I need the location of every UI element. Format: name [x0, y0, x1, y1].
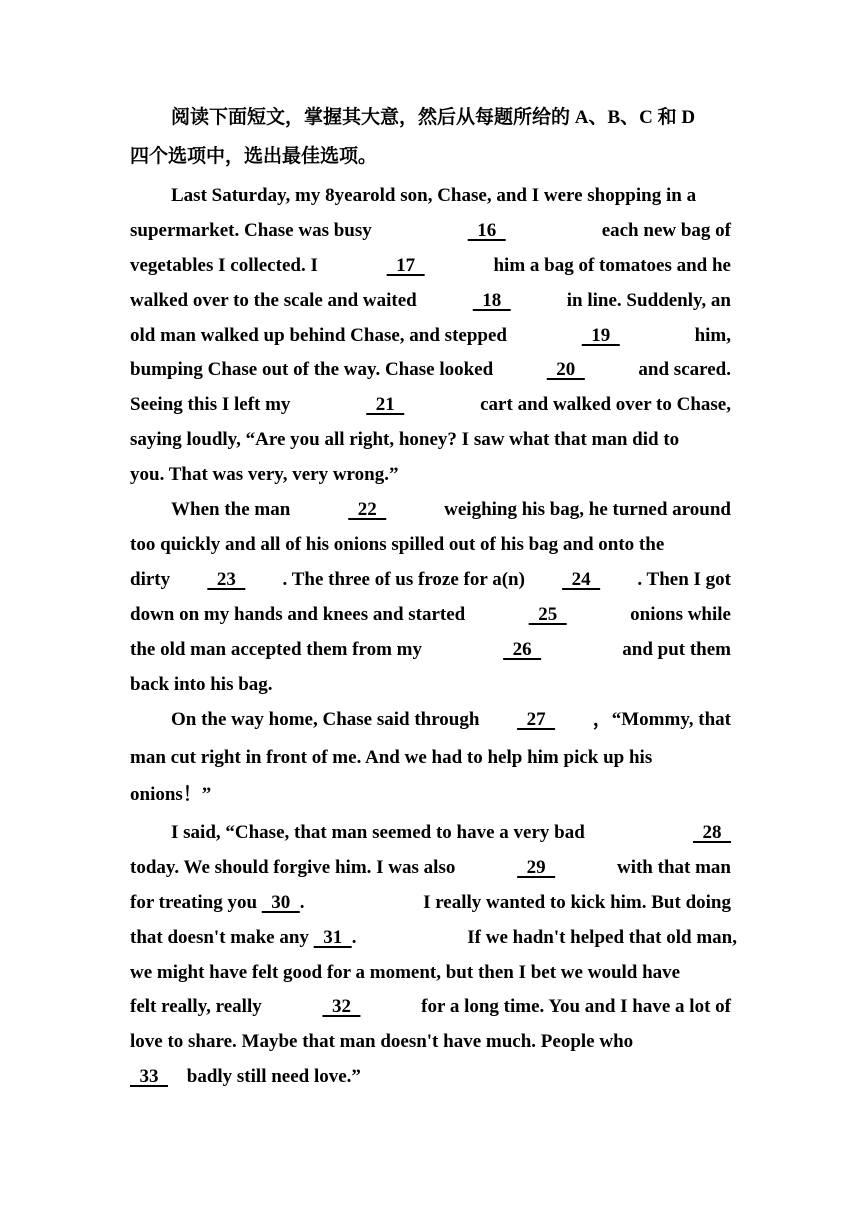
blank-20: 20 [546, 359, 585, 380]
passage-text: I really wanted to kick him. But doing [423, 892, 731, 913]
passage-text: badly still need love.” [186, 1066, 361, 1087]
passage-text: onions！” [130, 784, 212, 805]
passage-text: bumping Chase out of the way. Chase looked [130, 359, 494, 380]
passage-text: cart and walked over to Chase, [480, 394, 731, 415]
passage-text: for treating you [130, 892, 258, 913]
passage-line [171, 184, 731, 208]
passage-text: with that man [616, 857, 731, 878]
passage-text: and put them [622, 639, 731, 660]
passage-text: . Then I got [637, 569, 731, 590]
blank-26: 26 [503, 639, 542, 660]
passage-line [130, 1030, 731, 1054]
blank-33: 33 [130, 1066, 168, 1087]
blank-32: 32 [322, 996, 361, 1017]
passage-text: Last Saturday, my 8yearold son, Chase, and I were shopping in a [171, 185, 697, 206]
blank-28: 28 [693, 822, 731, 843]
passage-text: we might have felt good for a moment, but then I bet we would have [130, 962, 681, 983]
passage-text: I said, “Chase, that man seemed to have a very bad [171, 822, 585, 843]
passage-line [130, 568, 731, 592]
passage-line [130, 533, 731, 557]
passage-line [130, 995, 731, 1019]
blank-22: 22 [348, 499, 387, 520]
passage-line [130, 603, 731, 627]
passage-line [130, 358, 731, 382]
passage-line [130, 219, 731, 243]
blank-23: 23 [207, 569, 246, 590]
passage-text: ，“Mommy, that [592, 709, 731, 730]
blank-30: 30 [261, 892, 300, 913]
passage-line [130, 746, 731, 770]
passage-text: . [299, 892, 305, 913]
passage-text: and scared. [638, 359, 731, 380]
passage-line [130, 463, 731, 487]
passage-text: Seeing this I left my [130, 394, 291, 415]
passage-line [130, 926, 737, 950]
passage-line [130, 783, 731, 807]
blank-18: 18 [472, 290, 511, 311]
passage-text: vegetables I collected. I [130, 255, 318, 276]
passage-text: you. That was very, very wrong.” [130, 464, 399, 485]
passage-line [130, 393, 731, 417]
blank-17: 17 [386, 255, 425, 276]
passage-text: If we hadn't helped that old man, [467, 927, 737, 948]
passage-text: weighing his bag, he turned around [444, 499, 731, 520]
blank-16: 16 [467, 220, 506, 241]
passage-text: When the man [171, 499, 291, 520]
passage-text: each new bag of [601, 220, 731, 241]
passage-line [130, 1065, 731, 1089]
passage-line [130, 856, 731, 880]
passage-text: man cut right in front of me. And we had to help him pick up his [130, 747, 653, 768]
passage-text: old man walked up behind Chase, and stepped [130, 325, 507, 346]
passage-text: walked over to the scale and waited [130, 290, 417, 311]
passage-text: him a bag of tomatoes and he [493, 255, 731, 276]
passage-text: for a long time. You and I have a lot of [421, 996, 731, 1017]
passage-text: that doesn't make any [130, 927, 309, 948]
passage-line [130, 673, 731, 697]
blank-19: 19 [581, 325, 620, 346]
passage-text: too quickly and all of his onions spilled out of his bag and onto the [130, 534, 665, 555]
passage-line [130, 961, 731, 985]
blank-24: 24 [562, 569, 601, 590]
passage-text: . The three of us froze for a(n) [282, 569, 525, 590]
passage-text: felt really, really [130, 996, 262, 1017]
passage-text: dirty [130, 569, 171, 590]
blank-25: 25 [528, 604, 567, 625]
passage-text: supermarket. Chase was busy [130, 220, 372, 241]
passage-line [130, 289, 731, 313]
blank-27: 27 [517, 709, 556, 730]
passage-text: the old man accepted them from my [130, 639, 422, 660]
passage-line [130, 254, 731, 278]
passage-text: On the way home, Chase said through [171, 709, 480, 730]
blank-21: 21 [366, 394, 405, 415]
passage-text: love to share. Maybe that man doesn't have much. People who [130, 1031, 634, 1052]
passage-line [171, 821, 731, 845]
passage-line [171, 498, 731, 522]
blank-29: 29 [517, 857, 556, 878]
passage-line [130, 324, 731, 348]
blank-31: 31 [313, 927, 352, 948]
passage-line [130, 891, 731, 915]
passage-line [130, 638, 731, 662]
passage-text: in line. Suddenly, an [566, 290, 731, 311]
instruction-line-2 [130, 145, 731, 169]
instruction-text: 阅读下面短文，掌握其大意，然后从每题所给的 A、B、C 和 D [171, 107, 696, 128]
instruction-line-1 [171, 106, 731, 130]
passage-text: today. We should forgive him. I was also [130, 857, 456, 878]
instruction-text: 四个选项中，选出最佳选项。 [130, 146, 378, 167]
passage-text: . [351, 927, 357, 948]
passage-text: down on my hands and knees and started [130, 604, 466, 625]
passage-text: onions while [630, 604, 731, 625]
passage-text: saying loudly, “Are you all right, honey? I saw what that man did to [130, 429, 680, 450]
passage-line [171, 708, 731, 732]
passage-line [130, 428, 731, 452]
passage-text: back into his bag. [130, 674, 273, 695]
passage-text: him, [694, 325, 731, 346]
